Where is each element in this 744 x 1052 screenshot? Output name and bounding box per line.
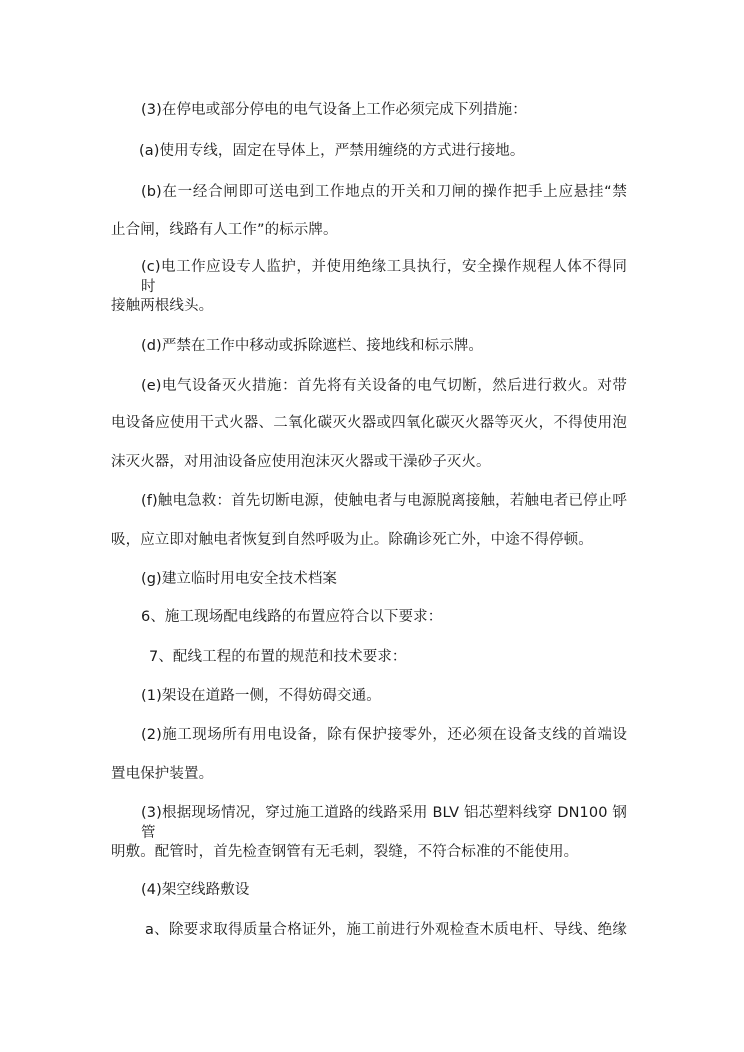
paragraph-line: (f)触电急救：首先切断电源，使触电者与电源脱离接触，若触电者已停止呼 [141,493,627,509]
paragraph-line: (e)电气设备灭火措施：首先将有关设备的电气切断，然后进行救火。对带 [141,378,627,394]
paragraph-line: (3)根据现场情况，穿过施工道路的线路采用 BLV 铝芯塑料线穿 DN100 钢管 [141,805,627,841]
paragraph-line: 6、施工现场配电线路的布置应符合以下要求： [141,609,443,625]
paragraph-line: (1)架设在道路一侧，不得妨碍交通。 [141,688,381,704]
paragraph-line: 电设备应使用干式火器、二氧化碳灭火器或四氧化碳灭火器等灭火，不得使用泡 [111,415,627,431]
paragraph-line: a、除要求取得质量合格证外，施工前进行外观检查木质电杆、导线、绝缘 [145,922,627,938]
paragraph-line: (b)在一经合闸即可送电到工作地点的开关和刀闸的操作把手上应悬挂“禁 [141,184,627,200]
paragraph-line: (3)在停电或部分停电的电气设备上工作必须完成下列措施： [141,102,527,118]
paragraph-line: (2)施工现场所有用电设备，除有保护接零外，还必须在设备支线的首端设 [141,727,627,743]
paragraph-line: (4)架空线路敷设 [141,882,250,898]
paragraph-line: 止合闸，线路有人工作”的标示牌。 [111,222,338,238]
paragraph-line: 7、配线工程的布置的规范和技术要求： [149,649,407,665]
paragraph-line: (a)使用专线，固定在导体上，严禁用缠绕的方式进行接地。 [139,143,525,159]
paragraph-line: (g)建立临时用电安全技术档案 [141,571,338,587]
paragraph-line: 置电保护装置。 [111,766,214,782]
paragraph-line: 吸，应立即对触电者恢复到自然呼吸为止。除确诊死亡外，中途不得停顿。 [111,532,593,548]
paragraph-line: 沫灭火器，对用油设备应使用泡沫灭火器或干澡砂子灭火。 [111,454,491,470]
paragraph-line: 明敷。配管时，首先检查钢管有无毛刺，裂缝，不符合标准的不能使用。 [111,844,579,860]
paragraph-line: (d)严禁在工作中移动或拆除遮栏、接地线和标示牌。 [141,338,484,354]
paragraph-line: 接触两根线头。 [111,298,214,314]
paragraph-line: (c)电工作应设专人监护，并使用绝缘工具执行，安全操作规程人体不得同时 [141,259,627,295]
